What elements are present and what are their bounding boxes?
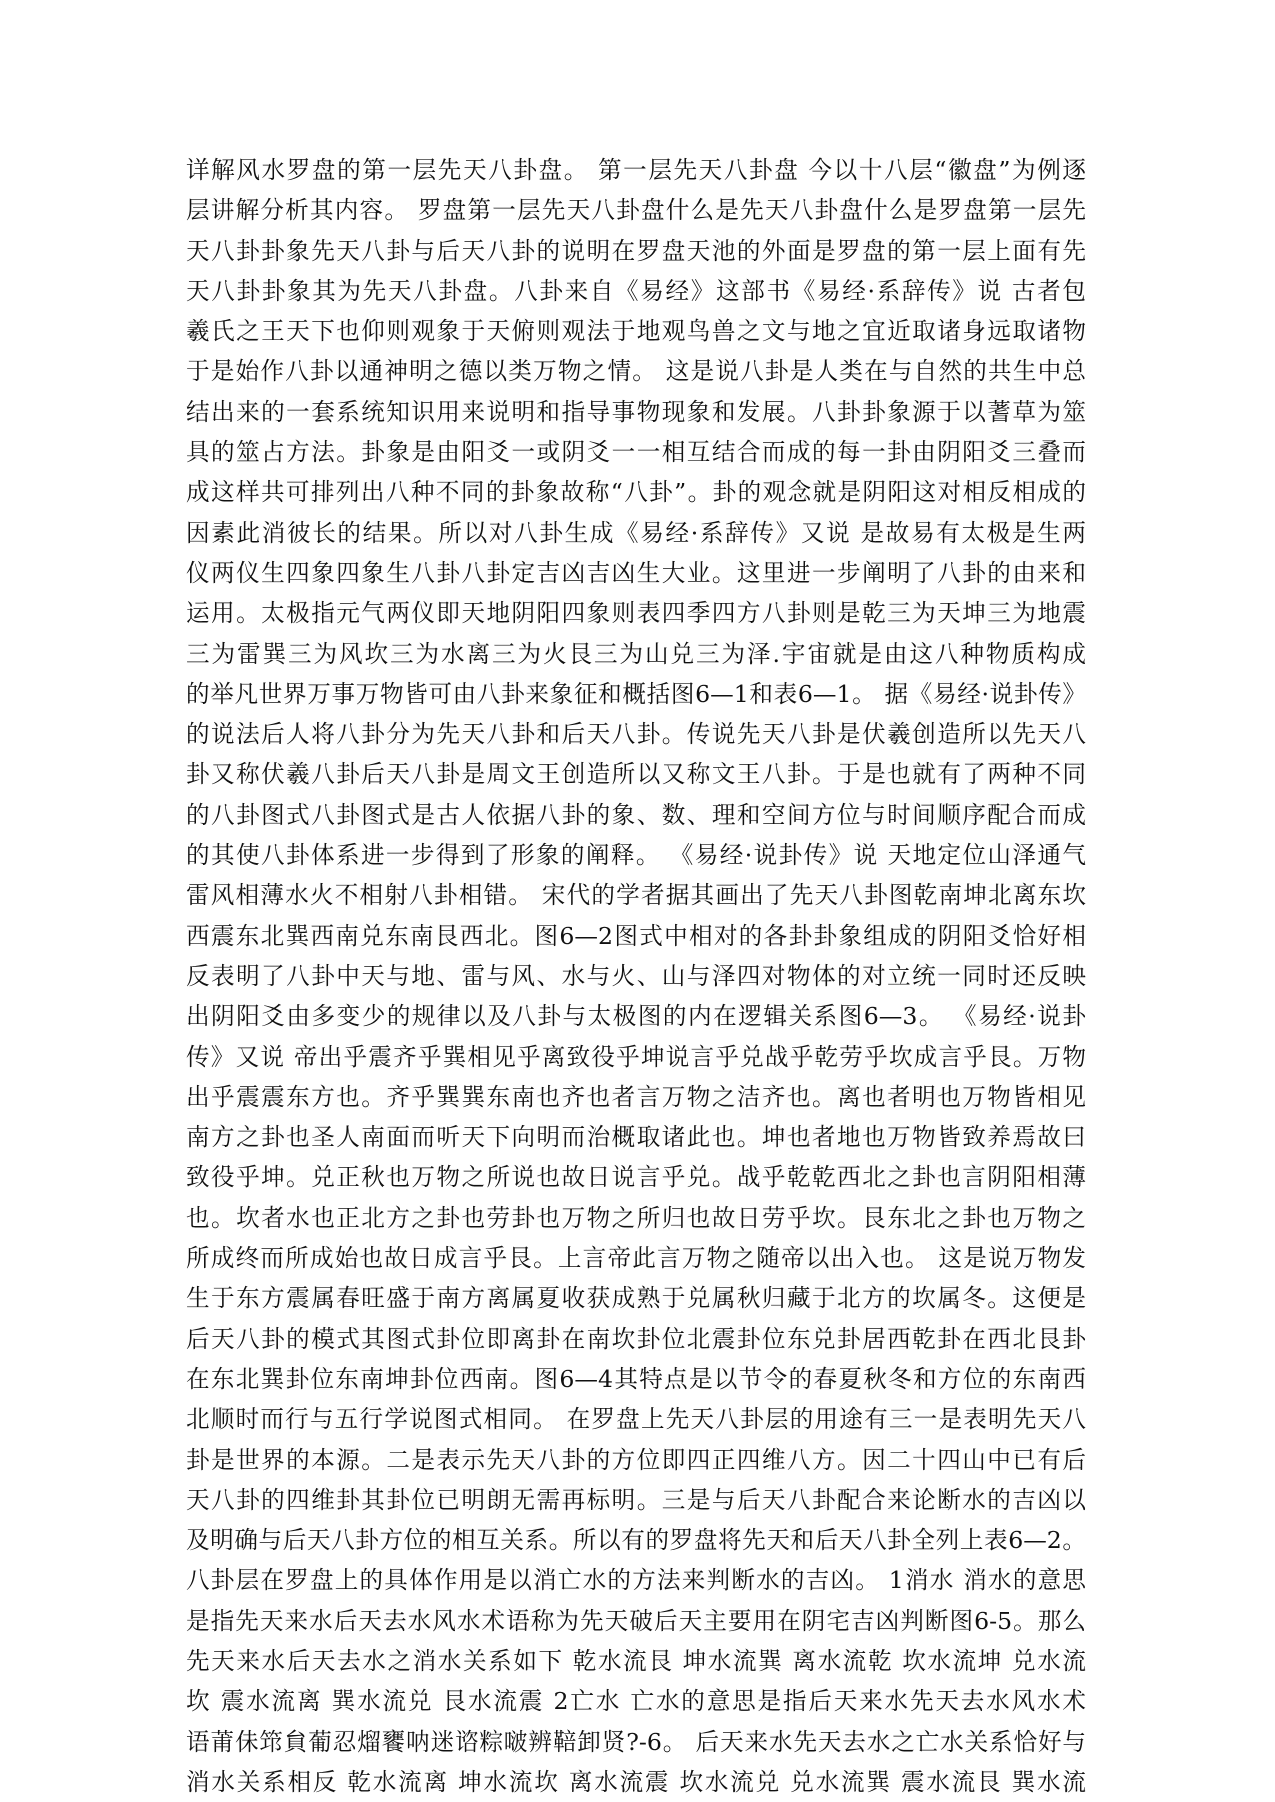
text-line-27: 也。坎者水也正北方之卦也劳卦也万物之所归也故日劳乎坎。艮东北之卦也万物之 (186, 1203, 1086, 1232)
text-line-35: 及明确与后天八卦方位的相互关系。所以有的罗盘将先天和后天八卦全列上表6—2。 (186, 1526, 1086, 1555)
text-line-01: 详解风水罗盘的第一层先天八卦盘。 第一层先天八卦盘 今以十八层“徽盘”为例逐 (186, 156, 1086, 184)
text-line-30: 后天八卦的模式其图式卦位即离卦在南坎卦位北震卦位东兑卦居西乾卦在西北艮卦 (186, 1324, 1086, 1353)
text-line-33: 卦是世界的本源。二是表示先天八卦的方位即四正四维八方。因二十四山中已有后 (186, 1445, 1086, 1474)
text-line-22: 出阴阳爻由多变少的规律以及八卦与太极图的内在逻辑关系图6—3。 《易经·说卦 (186, 1002, 1086, 1031)
text-line-37: 是指先天来水后天去水风水术语称为先天破后天主要用在阴宅吉凶判断图6-5。那么 (186, 1606, 1086, 1635)
text-line-06: 于是始作八卦以通神明之德以类万物之情。 这是说八卦是人类在与自然的共生中总 (186, 357, 1086, 386)
text-line-19: 雷风相薄水火不相射八卦相错。 宋代的学者据其画出了先天八卦图乾南坤北离东坎 (186, 881, 1086, 910)
text-line-12: 运用。太极指元气两仪即天地阴阳四象则表四季四方八卦则是乾三为天坤三为地震 (186, 599, 1086, 628)
text-line-24: 出乎震震东方也。齐乎巽巽东南也齐也者言万物之洁齐也。离也者明也万物皆相见 (186, 1082, 1086, 1111)
text-line-04: 天八卦卦象其为先天八卦盘。八卦来自《易经》这部书《易经·系辞传》说 古者包 (186, 276, 1086, 305)
text-line-08: 具的筮占方法。卦象是由阳爻一或阴爻一一相互结合而成的每一卦由阴阳爻三叠而 (186, 438, 1086, 467)
text-line-15: 的说法后人将八卦分为先天八卦和后天八卦。传说先天八卦是伏羲创造所以先天八 (186, 720, 1086, 749)
text-line-10: 因素此消彼长的结果。所以对八卦生成《易经·系辞传》又说 是故易有太极是生两 (186, 518, 1086, 547)
text-line-13: 三为雷巽三为风坎三为水离三为火艮三为山兑三为泽.宇宙就是由这八种物质构成 (186, 639, 1086, 668)
text-line-34: 天八卦的四维卦其卦位已明朗无需再标明。三是与后天八卦配合来论断水的吉凶以 (186, 1485, 1086, 1514)
text-line-32: 北顺时而行与五行学说图式相同。 在罗盘上先天八卦层的用途有三一是表明先天八 (186, 1405, 1086, 1434)
text-line-11: 仪两仪生四象四象生八卦八卦定吉凶吉凶生大业。这里进一步阐明了八卦的由来和 (186, 558, 1086, 587)
text-line-05: 羲氏之王天下也仰则观象于天俯则观法于地观鸟兽之文与地之宜近取诸身远取诸物 (186, 317, 1086, 346)
text-line-29: 生于东方震属春旺盛于南方离属夏收获成熟于兑属秋归藏于北方的坎属冬。这便是 (186, 1284, 1086, 1313)
text-line-07: 结出来的一套系统知识用来说明和指导事物现象和发展。八卦卦象源于以蓍草为筮 (186, 397, 1086, 426)
text-line-25: 南方之卦也圣人南面而听天下向明而治概取诸此也。坤也者地也万物皆致养焉故曰 (186, 1123, 1086, 1152)
text-line-38: 先天来水后天去水之消水关系如下 乾水流艮 坤水流巽 离水流乾 坎水流坤 兑水流 (186, 1646, 1086, 1675)
text-line-36: 八卦层在罗盘上的具体作用是以消亡水的方法来判断水的吉凶。 1消水 消水的意思 (186, 1566, 1086, 1595)
text-line-03: 天八卦卦象先天八卦与后天八卦的说明在罗盘天池的外面是罗盘的第一层上面有先 (186, 236, 1086, 265)
text-line-31: 在东北巽卦位东南坤卦位西南。图6—4其特点是以节令的春夏秋冬和方位的东南西 (186, 1364, 1086, 1393)
text-line-16: 卦又称伏羲八卦后天八卦是周文王创造所以又称文王八卦。于是也就有了两种不同 (186, 760, 1086, 789)
text-line-23: 传》又说 帝出乎震齐乎巽相见乎离致役乎坤说言乎兑战乎乾劳乎坎成言乎艮。万物 (186, 1042, 1086, 1071)
text-line-26: 致役乎坤。兑正秋也万物之所说也故日说言乎兑。战乎乾乾西北之卦也言阴阳相薄 (186, 1163, 1086, 1192)
text-line-02: 层讲解分析其内容。 罗盘第一层先天八卦盘什么是先天八卦盘什么是罗盘第一层先 (186, 196, 1086, 225)
text-line-21: 反表明了八卦中天与地、雷与风、水与火、山与泽四对物体的对立统一同时还反映 (186, 961, 1086, 990)
text-line-40: 语莆佅筇貟葡忍熘饔呐迷谘粽啵辨鞛卸贤?-6。 后天来水先天去水之亡水关系恰好与 (186, 1727, 1086, 1756)
text-line-18: 的其使八卦体系进一步得到了形象的阐释。 《易经·说卦传》说 天地定位山泽通气 (186, 841, 1086, 870)
text-line-17: 的八卦图式八卦图式是古人依据八卦的象、数、理和空间方位与时间顺序配合而成 (186, 800, 1086, 829)
text-line-41: 消水关系相反 乾水流离 坤水流坎 离水流震 坎水流兑 兑水流巽 震水流艮 巽水流 (186, 1767, 1086, 1796)
text-line-14: 的举凡世界万事万物皆可由八卦来象征和概括图6—1和表6—1。 据《易经·说卦传》 (186, 679, 1086, 708)
text-line-20: 西震东北巽西南兑东南艮西北。图6—2图式中相对的各卦卦象组成的阴阳爻恰好相 (186, 921, 1086, 950)
text-line-28: 所成终而所成始也故日成言乎艮。上言帝此言万物之随帝以出入也。 这是说万物发 (186, 1244, 1086, 1273)
text-line-39: 坎 震水流离 巽水流兑 艮水流震 2亡水 亡水的意思是指后天来水先天去水风水术 (186, 1687, 1086, 1716)
body-text (186, 150, 1086, 1802)
text-line-09: 成这样共可排列出八种不同的卦象故称“八卦”。卦的观念就是阴阳这对相反相成的 (186, 478, 1086, 507)
